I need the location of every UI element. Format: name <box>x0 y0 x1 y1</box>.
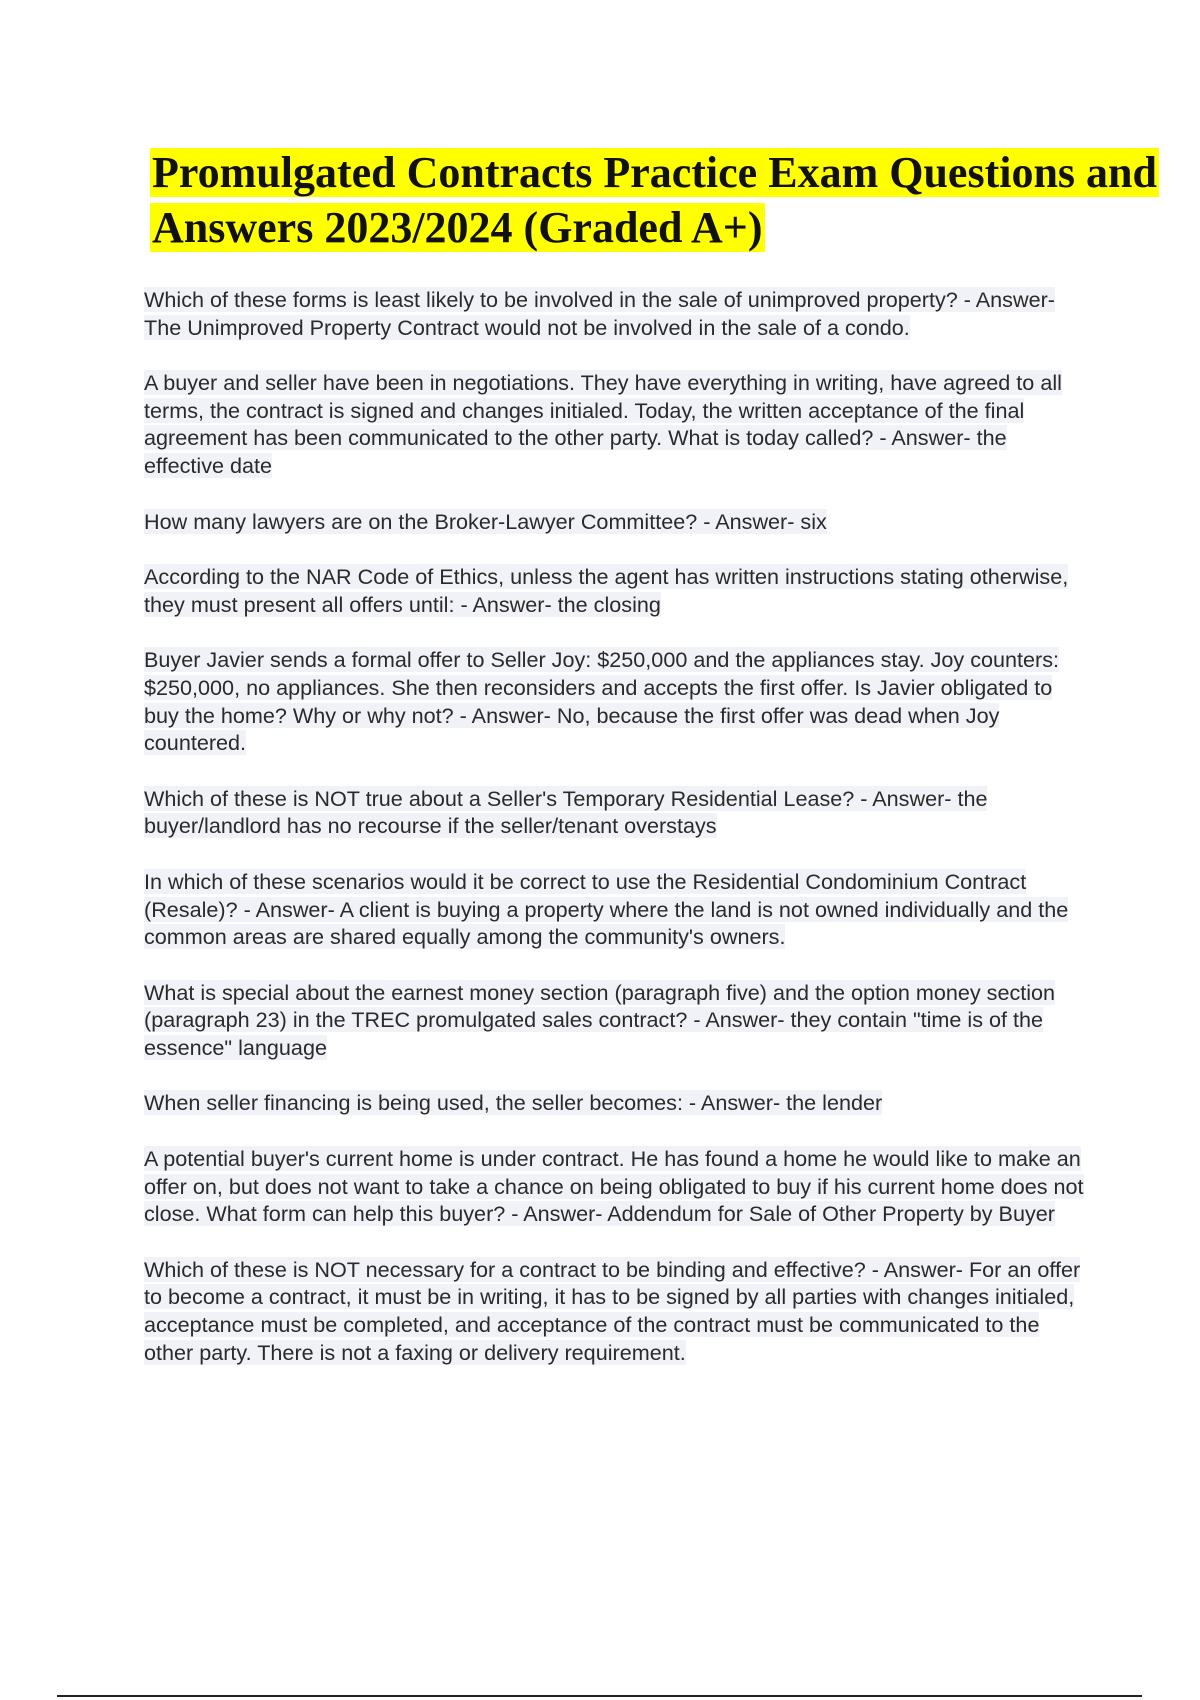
qa-text: Which of these is NOT true about a Seller's Temporary Residential Lease? - Answer- the buyer/landlord has no recourse if the seller/tenant overstays <box>144 785 988 839</box>
qa-item <box>144 563 1089 618</box>
qa-item <box>144 369 1089 479</box>
qa-item <box>144 646 1089 756</box>
document-title: Promulgated Contracts Practice Exam Questions and Answers 2023/2024 (Graded A+) <box>152 148 1157 252</box>
qa-item <box>144 286 1089 341</box>
document-title-block <box>150 145 1170 255</box>
qa-item <box>144 1145 1089 1228</box>
qa-item <box>144 508 1089 536</box>
qa-text: How many lawyers are on the Broker-Lawyer Committee? - Answer- six <box>144 508 827 534</box>
qa-item <box>144 868 1089 951</box>
footer-divider <box>57 1695 1142 1697</box>
qa-text: A buyer and seller have been in negotiations. They have everything in writing, have agreed to all terms, the contract is signed and changes initialed. Today, the written acceptance of the final agreement has been communicated to the other party. What is today called? - Answer- the effective date <box>144 370 1062 478</box>
qa-item <box>144 1256 1089 1366</box>
qa-text: Which of these forms is least likely to be involved in the sale of unimproved property? - Answer- The Unimproved Property Contract would not be involved in the sale of a condo. <box>144 287 1055 340</box>
qa-text: In which of these scenarios would it be correct to use the Residential Condominium Contract (Resale)? - Answer- A client is buying a property where the land is not owned individually and the common areas are shared equally among the community's owners. <box>144 868 1069 950</box>
qa-text: When seller financing is being used, the seller becomes: - Answer- the lender <box>144 1090 883 1116</box>
qa-text: A potential buyer's current home is under contract. He has found a home he would like to make an offer on, but does not want to take a chance on being obligated to buy if his current home does not close. What form can help this buyer? - Answer- Addendum for Sale of Other Property by Buyer <box>144 1146 1084 1227</box>
qa-item <box>144 979 1089 1062</box>
qa-list <box>144 286 1089 1394</box>
qa-text: According to the NAR Code of Ethics, unless the agent has written instructions stating otherwise, they must present all offers until: - Answer- the closing <box>144 564 1069 617</box>
qa-text: Buyer Javier sends a formal offer to Seller Joy: $250,000 and the appliances stay. Joy counters: $250,000, no appliances. She then reconsiders and accepts the first offer. Is Javier obligated to buy the home? Why or why not? - Answer- No, because the first offer was dead when Joy countered. <box>144 647 1060 756</box>
qa-item <box>144 785 1089 840</box>
qa-text: Which of these is NOT necessary for a contract to be binding and effective? - Answer- For an offer to become a contract, it must be in writing, it has to be signed by all parties with changes initialed, acceptance must be completed, and acceptance of the contract must be communicated to the other party. There is not a faxing or delivery requirement. <box>144 1256 1081 1365</box>
qa-item <box>144 1089 1089 1117</box>
qa-text: What is special about the earnest money section (paragraph five) and the option money section (paragraph 23) in the TREC promulgated sales contract? - Answer- they contain "time is of the essence" language <box>144 979 1056 1060</box>
